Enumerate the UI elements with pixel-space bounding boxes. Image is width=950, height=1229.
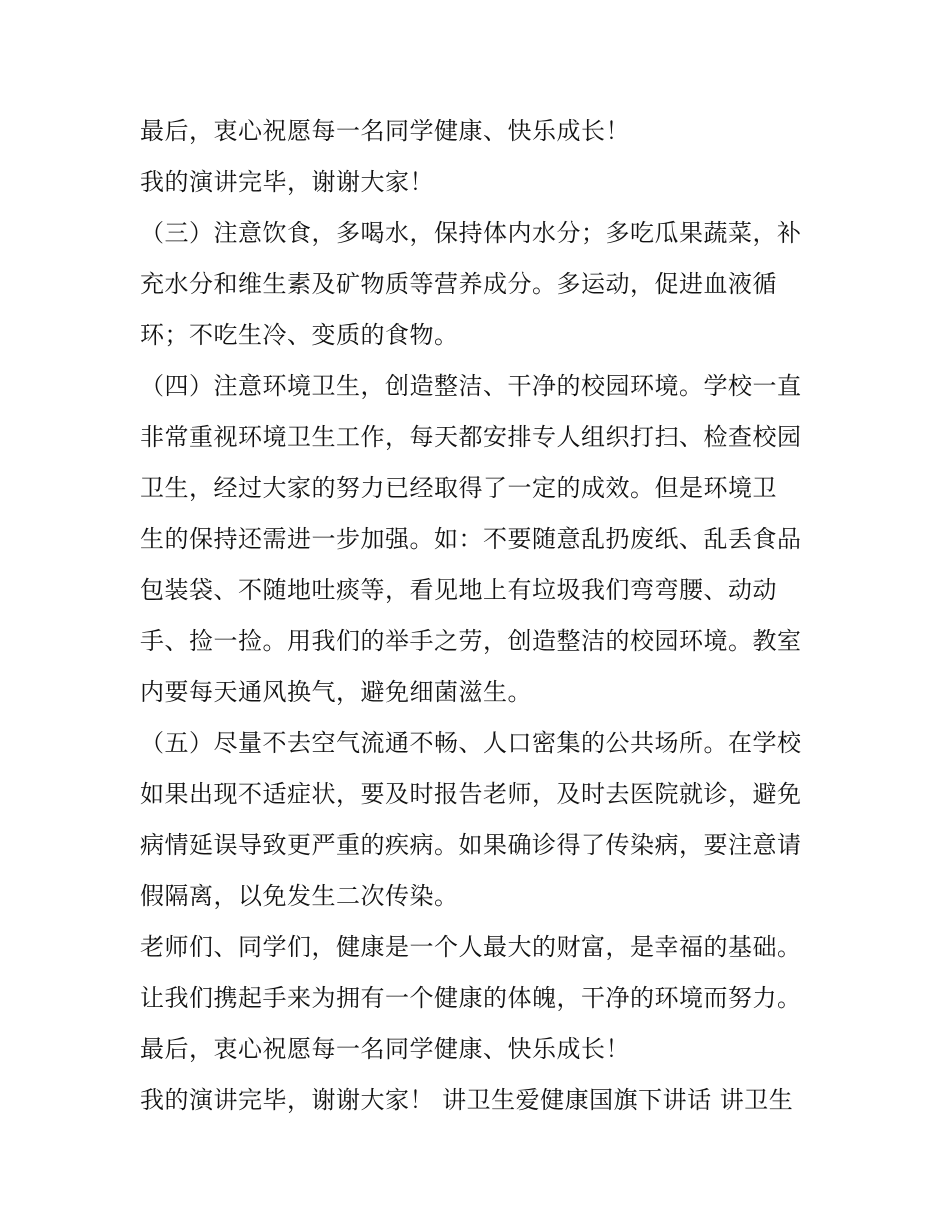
- text-line: 内要每天通风换气，避免细菌滋生。: [140, 678, 532, 706]
- text-line: 病情延误导致更严重的疾病。如果确诊得了传染病，要注意请: [140, 831, 802, 859]
- text-line: 我的演讲完毕，谢谢大家！ 讲卫生爱健康国旗下讲话 讲卫生: [140, 1086, 794, 1114]
- text-line: （三）注意饮食，多喝水，保持体内水分；多吃瓜果蔬菜，补: [140, 219, 802, 247]
- text-line: （四）注意环境卫生，创造整洁、干净的校园环境。学校一直: [140, 372, 802, 400]
- text-line: 假隔离，以免发生二次传染。: [140, 882, 459, 910]
- text-line: 最后，衷心祝愿每一名同学健康、快乐成长！: [140, 1035, 630, 1063]
- text-line: 如果出现不适症状，要及时报告老师，及时去医院就诊，避免: [140, 780, 802, 808]
- text-line: 包装袋、不随地吐痰等，看见地上有垃圾我们弯弯腰、动动: [140, 576, 777, 604]
- text-line: 环；不吃生冷、变质的食物。: [140, 321, 459, 349]
- text-line: 充水分和维生素及矿物质等营养成分。多运动，促进血液循: [140, 270, 777, 298]
- text-line: 最后，衷心祝愿每一名同学健康、快乐成长！: [140, 117, 630, 145]
- text-line: 让我们携起手来为拥有一个健康的体魄，干净的环境而努力。: [140, 984, 802, 1012]
- text-line: 生的保持还需进一步加强。如：不要随意乱扔废纸、乱丢食品: [140, 525, 802, 553]
- body-text: [140, 106, 815, 1126]
- text-line: 手、捡一捡。用我们的举手之劳，创造整洁的校园环境。教室: [140, 627, 802, 655]
- text-line: 非常重视环境卫生工作，每天都安排专人组织打扫、检查校园: [140, 423, 802, 451]
- text-line: （五）尽量不去空气流通不畅、人口密集的公共场所。在学校: [140, 729, 802, 757]
- text-line: 我的演讲完毕，谢谢大家！: [140, 168, 434, 196]
- text-line: 老师们、同学们，健康是一个人最大的财富，是幸福的基础。: [140, 933, 802, 961]
- text-line: 卫生，经过大家的努力已经取得了一定的成效。但是环境卫: [140, 474, 777, 502]
